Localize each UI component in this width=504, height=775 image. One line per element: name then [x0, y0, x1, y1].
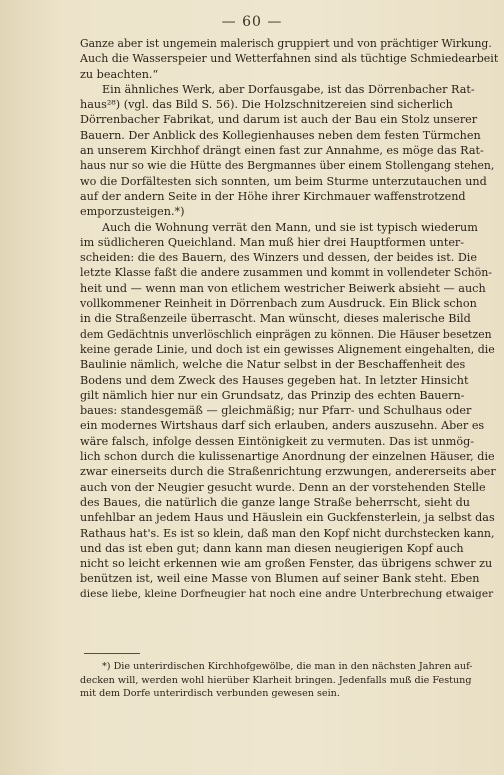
text-line: unfehlbar an jedem Haus und Häuslein ein Guckfensterlein, ja selbst das — [80, 511, 495, 525]
text-line: Ganze aber ist ungemein malerisch gruppiert und von prächtiger Wirkung. — [80, 37, 492, 50]
text-line: dem Gedächtnis unverlöschlich einprägen zu können. Die Häuser besetzen — [80, 327, 492, 341]
text-line: im südlicheren Queichland. Man muß hier drei Hauptformen unter- — [80, 235, 465, 249]
footnote-line: mit dem Dorfe unterirdisch verbunden gewesen sein. — [80, 688, 340, 699]
text-line: emporzusteigen.*) — [80, 205, 185, 219]
text-line: und das ist eben gut; dann kann man diesen neugierigen Kopf auch — [80, 541, 464, 555]
footnote-divider — [84, 653, 140, 654]
page-number: — 60 — — [221, 14, 283, 30]
text-line: benützen ist, weil eine Masse von Blumen auf seiner Bank steht. Eben — [80, 572, 480, 586]
text-line: wo die Dorfältesten sich sonnten, um beim Sturme unterzutauchen und — [80, 174, 487, 188]
text-line: nicht so leicht erkennen wie am großen Fenster, das übrigens schwer zu — [80, 557, 493, 571]
text-line: haus²⁸) (vgl. das Bild S. 56). Die Holzschnitzereien sind sicherlich — [80, 98, 453, 112]
text-line: ein modernes Wirtshaus darf sich erlauben, anders auszusehn. Aber es — [80, 419, 485, 433]
text-line: Auch die Wasserspeier und Wetterfahnen sind als tüchtige Schmiedearbeit — [80, 52, 498, 66]
text-line: Bodens und dem Zweck des Hauses gegeben hat. In letzter Hinsicht — [80, 373, 469, 387]
text-line: scheiden: die des Bauern, des Winzers und dessen, der beides ist. Die — [80, 251, 477, 265]
text-line: baues: standesgemäß — gleichmäßig; nur Pfarr- und Schulhaus oder — [80, 404, 472, 418]
text-line: Rathaus hat's. Es ist so klein, daß man den Kopf nicht durchstecken kann, — [80, 526, 495, 540]
text-line: keine gerade Linie, und doch ist ein gewisses Alignement eingehalten, die — [80, 342, 495, 356]
text-line: Ein ähnliches Werk, aber Dorfausgabe, ist das Dörrenbacher Rat- — [102, 82, 475, 96]
text-line: auch von der Neugier gesucht wurde. Denn an der vorstehenden Stelle — [80, 480, 486, 494]
text-line: diese liebe, kleine Dorfneugier hat noch eine andre Unterbrechung etwaiger — [80, 587, 494, 600]
text-line: zu beachten.“ — [80, 67, 159, 81]
text-line: Baulinie nämlich, welche die Natur selbst in der Beschaffenheit des — [80, 358, 466, 372]
paragraph-3 — [80, 220, 498, 602]
text-line: Auch die Wohnung verrät den Mann, und sie ist typisch wiederum — [102, 220, 478, 234]
text-line: in die Straßenzeile überrascht. Man wünscht, dieses malerische Bild — [80, 312, 471, 326]
text-line: Dörrenbacher Fabrikat, und darum ist auch der Bau ein Stolz unserer — [80, 113, 478, 127]
text-line: an unserem Kirchhof drängt einen fast zur Annahme, es möge das Rat- — [80, 144, 484, 158]
footnote-line: decken will, werden wohl hierüber Klarheit bringen. Jedenfalls muß die Festung — [80, 674, 472, 686]
text-line: gilt nämlich hier nur ein Grundsatz, das Prinzip des echten Bauern- — [80, 388, 465, 402]
text-line: haus nur so wie die Hütte des Bergmannes über einem Stollengang stehen, — [80, 159, 495, 173]
text-line: wäre falsch, infolge dessen Eintönigkeit zu vermuten. Das ist unmög- — [80, 434, 475, 448]
text-line: letzte Klasse faßt die andere zusammen und kommt in vollendeter Schön- — [80, 266, 492, 280]
footnote — [80, 660, 498, 701]
paragraph-2 — [80, 82, 498, 220]
text-line: Bauern. Der Anblick des Kollegienhauses neben dem festen Türmchen — [80, 128, 481, 142]
text-line: auf der andern Seite in der Höhe ihrer Kirchmauer waffenstrotzend — [80, 189, 466, 203]
footnote-line: *) Die unterirdischen Kirchhofgewölbe, die man in den nächsten Jahren auf- — [102, 661, 473, 672]
paragraph-1 — [80, 36, 498, 82]
text-line: vollkommener Reinheit in Dörrenbach zum Ausdruck. Ein Blick schon — [80, 297, 477, 311]
body-text — [80, 36, 498, 602]
text-line: lich schon durch die kulissenartige Anordnung der einzelnen Häuser, die — [80, 450, 495, 464]
text-line: des Baues, die natürlich die ganze lange Straße beherrscht, sieht du — [80, 495, 471, 509]
text-line: zwar einerseits durch die Straßenrichtung erzwungen, andererseits aber — [80, 465, 496, 479]
text-line: heit und — wenn man von etlichem westricher Beiwerk absieht — auch — [80, 281, 486, 295]
